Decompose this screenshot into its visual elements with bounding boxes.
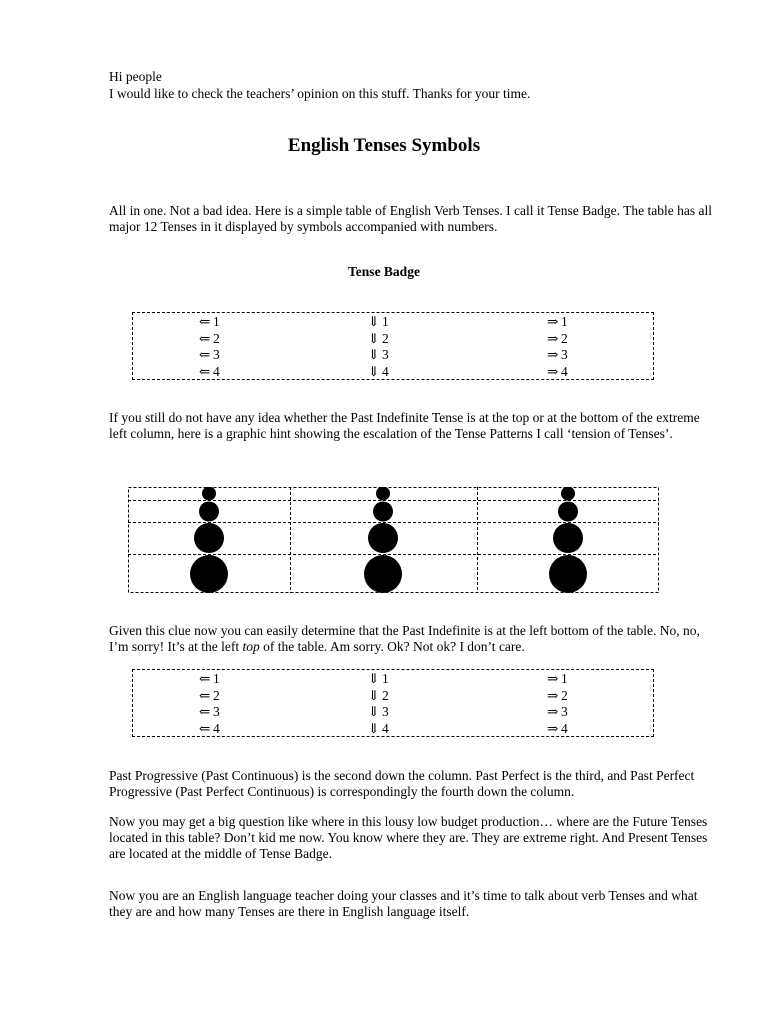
- badge-cell: ⇒ 3: [547, 704, 568, 719]
- badge-column-future: [547, 314, 607, 380]
- circle-large: [553, 523, 583, 553]
- badge-cell: ⇐ 1: [199, 314, 220, 329]
- tension-graphic: [128, 487, 659, 593]
- circle-large: [194, 523, 224, 553]
- page-title: English Tenses Symbols: [287, 135, 481, 156]
- circle-large: [368, 523, 398, 553]
- emphasis-top: top: [242, 639, 260, 654]
- badge-title: Tense Badge: [348, 264, 420, 279]
- circle-medium: [373, 502, 393, 522]
- paragraph-3: Given this clue now you can easily determine that the Past Indefinite is at the left bottom of the table. No, no, I’m sorry! It’s at the left top of the table. Am sorry. Ok? Not ok? I don’t care.: [109, 623, 700, 654]
- request-line: I would like to check the teachers’ opinion on this stuff. Thanks for your time.: [109, 86, 531, 101]
- badge-cell: ⇓ 1: [368, 671, 389, 686]
- badge-column-present: [368, 671, 428, 737]
- badge-cell: ⇓ 3: [368, 347, 389, 362]
- badge-cell: ⇓ 4: [368, 720, 389, 736]
- badge-cell: ⇓ 3: [368, 704, 389, 719]
- badge-cell: ⇒ 1: [547, 314, 568, 329]
- badge-column-future: [547, 671, 607, 737]
- circle-small: [202, 487, 216, 501]
- paragraph-4: Past Progressive (Past Continuous) is the second down the column. Past Perfect is the third, and Past Perfect Progressive (Past Perfect Continuous) is correspondingly the fourth down the column.: [109, 768, 695, 799]
- badge-cell: ⇓ 1: [368, 314, 389, 329]
- badge-cell: ⇒ 2: [547, 330, 568, 346]
- circle-xlarge: [190, 555, 228, 593]
- circle-small: [376, 487, 390, 501]
- badge-cell: ⇐ 2: [199, 687, 220, 703]
- paragraph-5: Now you may get a big question like where in this lousy low budget production… where are the Future Tenses located in this table? Don’t kid me now. You know where they are. They are extreme right. And Present Tenses are located at the middle of Tense Badge.: [109, 814, 708, 861]
- paragraph-2: If you still do not have any idea whether the Past Indefinite Tense is at the top or at the bottom of the extreme left column, here is a graphic hint showing the escalation of the Tense Patterns I call ‘tension of Tenses’.: [109, 410, 700, 441]
- badge-column-past: [199, 314, 259, 380]
- badge-cell: ⇒ 3: [547, 347, 568, 362]
- badge-cell: ⇓ 4: [368, 363, 389, 379]
- badge-cell: ⇐ 4: [199, 363, 220, 379]
- badge-cell: ⇒ 4: [547, 720, 568, 736]
- badge-cell: ⇐ 2: [199, 330, 220, 346]
- tense-badge-table-1: [132, 312, 654, 380]
- circle-xlarge: [364, 555, 402, 593]
- greeting: Hi people: [109, 69, 162, 84]
- paragraph-6: Now you are an English language teacher doing your classes and it’s time to talk about verb Tenses and what they are and how many Tenses are there in English language itself.: [109, 888, 698, 919]
- badge-cell: ⇒ 2: [547, 687, 568, 703]
- circle-small: [561, 487, 575, 501]
- badge-column-past: [199, 671, 259, 737]
- circle-medium: [558, 502, 578, 522]
- tense-badge-table-2: [132, 669, 654, 737]
- badge-cell: ⇐ 1: [199, 671, 220, 686]
- circle-medium: [199, 502, 219, 522]
- circle-xlarge: [549, 555, 587, 593]
- badge-cell: ⇓ 2: [368, 687, 389, 703]
- badge-cell: ⇐ 3: [199, 347, 220, 362]
- badge-cell: ⇓ 2: [368, 330, 389, 346]
- badge-cell: ⇐ 3: [199, 704, 220, 719]
- badge-column-present: [368, 314, 428, 380]
- badge-cell: ⇐ 4: [199, 720, 220, 736]
- badge-cell: ⇒ 1: [547, 671, 568, 686]
- paragraph-1: All in one. Not a bad idea. Here is a simple table of English Verb Tenses. I call it Tense Badge. The table has all major 12 Tenses in it displayed by symbols accompanied with numbers.: [109, 203, 712, 234]
- badge-cell: ⇒ 4: [547, 363, 568, 379]
